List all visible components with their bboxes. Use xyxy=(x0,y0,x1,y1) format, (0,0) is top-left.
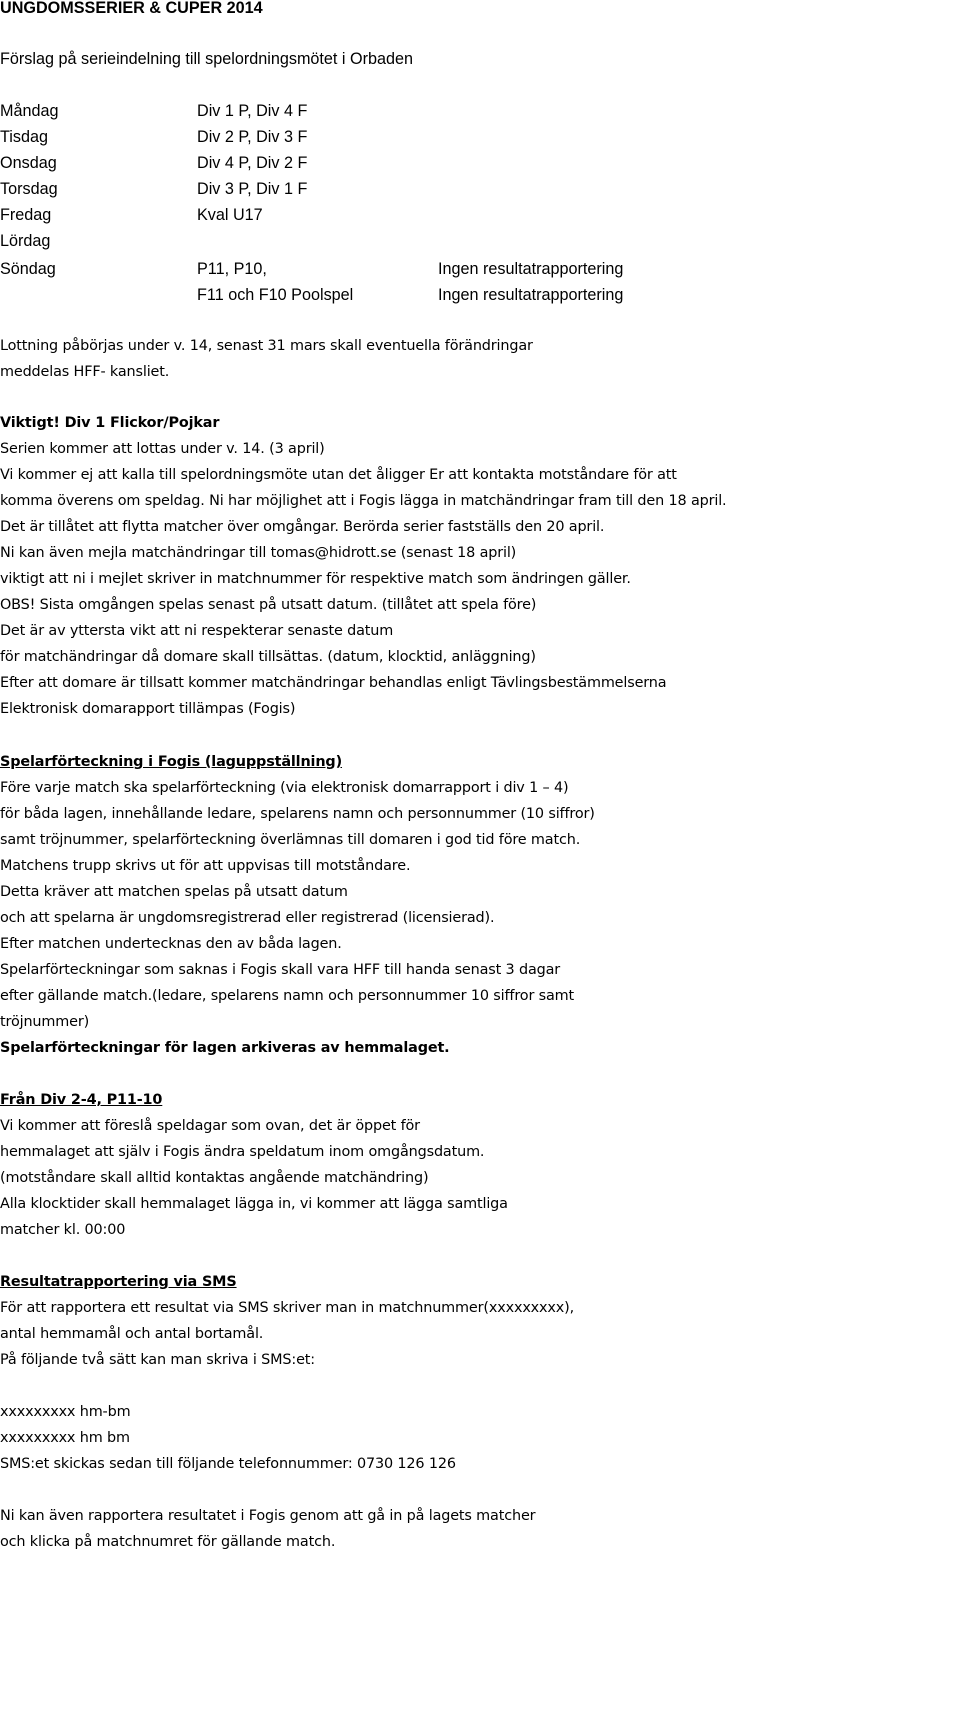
spelar-line: Efter matchen undertecknas den av båda lagen. xyxy=(0,936,342,952)
schedule-division: Div 3 P, Div 1 F xyxy=(197,180,308,198)
schedule-division: F11 och F10 Poolspel xyxy=(197,286,354,304)
schedule-day: Söndag xyxy=(0,260,56,278)
schedule-division: Kval U17 xyxy=(197,206,263,224)
schedule-day: Tisdag xyxy=(0,128,48,146)
div-line: Alla klocktider skall hemmalaget lägga in, vi kommer att lägga samtliga xyxy=(0,1196,508,1212)
sms-format: xxxxxxxxx hm-bm xyxy=(0,1404,131,1420)
schedule-division: Div 2 P, Div 3 F xyxy=(197,128,308,146)
sms-line: För att rapportera ett resultat via SMS skriver man in matchnummer(xxxxxxxxx), xyxy=(0,1300,575,1316)
div-line: matcher kl. 00:00 xyxy=(0,1222,126,1238)
viktigt-line: Vi kommer ej att kalla till spelordningsmöte utan det åligger Er att kontakta motståndare för att xyxy=(0,467,677,483)
schedule-day: Torsdag xyxy=(0,180,58,198)
viktigt-line: Serien kommer att lottas under v. 14. (3 april) xyxy=(0,441,325,457)
spelar-line: Före varje match ska spelarförteckning (via elektronisk domarrapport i div 1 – 4) xyxy=(0,780,569,796)
closing-line: Ni kan även rapportera resultatet i Fogis genom att gå in på lagets matcher xyxy=(0,1508,536,1524)
lottning-line: meddelas HFF- kansliet. xyxy=(0,364,170,380)
viktigt-line: Det är tillåtet att flytta matcher över omgångar. Berörda serier fastställs den 20 april. xyxy=(0,519,605,535)
sms-number-line: SMS:et skickas sedan till följande telefonnummer: 0730 126 126 xyxy=(0,1456,456,1472)
schedule-day: Lördag xyxy=(0,232,51,250)
document-subtitle: Förslag på serieindelning till spelordningsmötet i Orbaden xyxy=(0,50,414,68)
schedule-note: Ingen resultatrapportering xyxy=(438,260,624,278)
viktigt-line: för matchändringar då domare skall tillsättas. (datum, klocktid, anläggning) xyxy=(0,649,536,665)
schedule-day: Måndag xyxy=(0,102,59,120)
closing-line: och klicka på matchnumret för gällande match. xyxy=(0,1534,336,1550)
lottning-line: Lottning påbörjas under v. 14, senast 31 mars skall eventuella förändringar xyxy=(0,338,533,354)
schedule-day: Fredag xyxy=(0,206,52,224)
viktigt-line: Efter att domare är tillsatt kommer matchändringar behandlas enligt Tävlingsbestämmelserna xyxy=(0,675,667,691)
spelar-line: samt tröjnummer, spelarförteckning överlämnas till domaren i god tid före match. xyxy=(0,832,581,848)
sms-line: antal hemmamål och antal bortamål. xyxy=(0,1326,264,1342)
spelar-footer: Spelarförteckningar för lagen arkiveras av hemmalaget. xyxy=(0,1040,450,1056)
spelar-line: Detta kräver att matchen spelas på utsatt datum xyxy=(0,884,348,900)
spelar-line: efter gällande match.(ledare, spelarens namn och personnummer 10 siffror samt xyxy=(0,988,575,1004)
sms-line: På följande två sätt kan man skriva i SMS:et: xyxy=(0,1352,316,1368)
viktigt-line: Det är av yttersta vikt att ni respekterar senaste datum xyxy=(0,623,394,639)
viktigt-heading: Viktigt! Div 1 Flickor/Pojkar xyxy=(0,415,220,431)
spelar-heading: Spelarförteckning i Fogis (laguppställning) xyxy=(0,754,343,770)
document-title: UNGDOMSSERIER & CUPER 2014 xyxy=(0,0,263,17)
viktigt-line: OBS! Sista omgången spelas senast på utsatt datum. (tillåtet att spela före) xyxy=(0,597,537,613)
spelar-line: för båda lagen, innehållande ledare, spelarens namn och personnummer (10 siffror) xyxy=(0,806,595,822)
div-line: Vi kommer att föreslå speldagar som ovan, det är öppet för xyxy=(0,1118,420,1134)
schedule-division: Div 4 P, Div 2 F xyxy=(197,154,308,172)
schedule-note: Ingen resultatrapportering xyxy=(438,286,624,304)
spelar-line: Matchens trupp skrivs ut för att uppvisas till motståndare. xyxy=(0,858,411,874)
div-heading: Från Div 2-4, P11-10 xyxy=(0,1092,163,1108)
viktigt-line: Ni kan även mejla matchändringar till tomas@hidrott.se (senast 18 april) xyxy=(0,545,517,561)
div-line: hemmalaget att själv i Fogis ändra speldatum inom omgångsdatum. xyxy=(0,1144,485,1160)
div-line: (motståndare skall alltid kontaktas angående matchändring) xyxy=(0,1170,429,1186)
schedule-division: Div 1 P, Div 4 F xyxy=(197,102,308,120)
viktigt-line: viktigt att ni i mejlet skriver in matchnummer för respektive match som ändringen gäller. xyxy=(0,571,631,587)
spelar-line: tröjnummer) xyxy=(0,1014,90,1030)
sms-heading: Resultatrapportering via SMS xyxy=(0,1274,237,1290)
viktigt-line: Elektronisk domarapport tillämpas (Fogis) xyxy=(0,701,296,717)
schedule-day: Onsdag xyxy=(0,154,57,172)
spelar-line: och att spelarna är ungdomsregistrerad eller registrerad (licensierad). xyxy=(0,910,495,926)
schedule-division: P11, P10, xyxy=(197,260,267,278)
spelar-line: Spelarförteckningar som saknas i Fogis skall vara HFF till handa senast 3 dagar xyxy=(0,962,561,978)
viktigt-line: komma överens om speldag. Ni har möjlighet att i Fogis lägga in matchändringar fram till den 18 april. xyxy=(0,493,727,509)
sms-format: xxxxxxxxx hm bm xyxy=(0,1430,130,1446)
